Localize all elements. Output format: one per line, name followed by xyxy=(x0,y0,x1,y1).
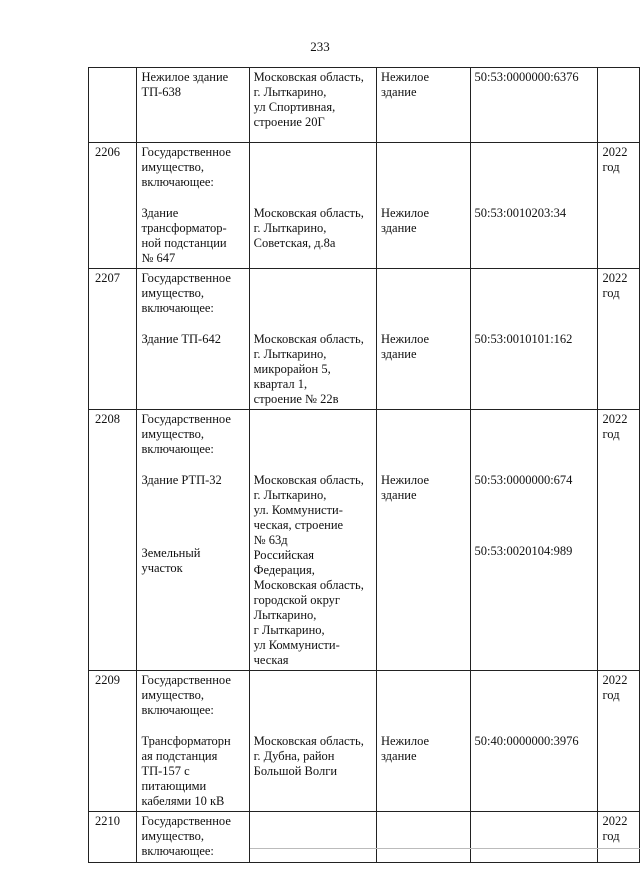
object-address: Московская область, г. Дубна, район Большой Волги xyxy=(253,734,364,778)
transfer-year: 2022 год xyxy=(602,673,628,702)
group-header: Государственное имущество, включающее: xyxy=(141,271,231,315)
table-row xyxy=(89,812,640,863)
object-address: Московская область, г. Лыткарино, ул Спортивная, строение 20Г xyxy=(253,70,364,129)
table-row xyxy=(89,671,640,812)
object-name: Здание трансформатор- ной подстанции № 647 xyxy=(141,206,227,265)
cadastral-number: 50:53:0000000:674 xyxy=(474,473,573,487)
object-address: Московская область, г. Лыткарино, Советская, д.8а xyxy=(253,206,364,250)
object-name: Здание ТП-642 xyxy=(141,332,221,346)
object-type: Нежилое здание xyxy=(380,206,430,235)
cadastral-number: 50:53:0000000:6376 xyxy=(474,70,579,84)
group-header: Государственное имущество, включающее: xyxy=(141,673,231,717)
object-type: Нежилое здание xyxy=(380,332,430,361)
transfer-year: 2022 год xyxy=(602,814,628,843)
table-row xyxy=(89,68,640,143)
object-name: Трансформаторн ая подстанция ТП-157 с питающими кабелями 10 кВ xyxy=(141,734,231,808)
cadastral-number: 50:40:0000000:3976 xyxy=(474,734,579,748)
object-type: Нежилое здание xyxy=(380,473,430,502)
row-number: 2206 xyxy=(89,143,137,269)
object-name: Нежилое здание ТП-638 xyxy=(141,70,229,99)
transfer-year: 2022 год xyxy=(602,145,628,174)
object-name: Земельный участок xyxy=(141,546,201,575)
row-number: 2209 xyxy=(89,671,137,812)
table-row xyxy=(89,269,640,410)
row-number: 2208 xyxy=(89,410,137,671)
row-number: 2207 xyxy=(89,269,137,410)
table-row xyxy=(89,143,640,269)
page-number: 233 xyxy=(310,39,330,54)
cadastral-number: 50:53:0010101:162 xyxy=(474,332,573,346)
cadastral-number: 50:53:0020104:989 xyxy=(474,544,573,558)
object-address: Российская Федерация, Московская область, городской округ Лыткарино, г Лыткарино, ул Коммунисти- ческая xyxy=(253,548,364,667)
transfer-year: 2022 год xyxy=(602,412,628,441)
object-address: Московская область, г. Лыткарино, ул. Коммунисти- ческая, строение № 63д xyxy=(253,473,364,547)
object-type: Нежилое здание xyxy=(380,734,430,763)
property-register-table xyxy=(88,67,640,863)
group-header: Государственное имущество, включающее: xyxy=(141,814,231,858)
group-header: Государственное имущество, включающее: xyxy=(141,412,231,456)
scan-edge-line xyxy=(250,848,640,849)
row-number xyxy=(89,68,137,143)
group-header: Государственное имущество, включающее: xyxy=(141,145,231,189)
row-number: 2210 xyxy=(89,812,137,863)
table-row xyxy=(89,410,640,671)
transfer-year: 2022 год xyxy=(602,271,628,300)
object-name: Здание РТП-32 xyxy=(141,473,222,487)
object-address: Московская область, г. Лыткарино, микрорайон 5, квартал 1, строение № 22в xyxy=(253,332,364,406)
cadastral-number: 50:53:0010203:34 xyxy=(474,206,567,220)
object-type: Нежилое здание xyxy=(380,70,430,99)
